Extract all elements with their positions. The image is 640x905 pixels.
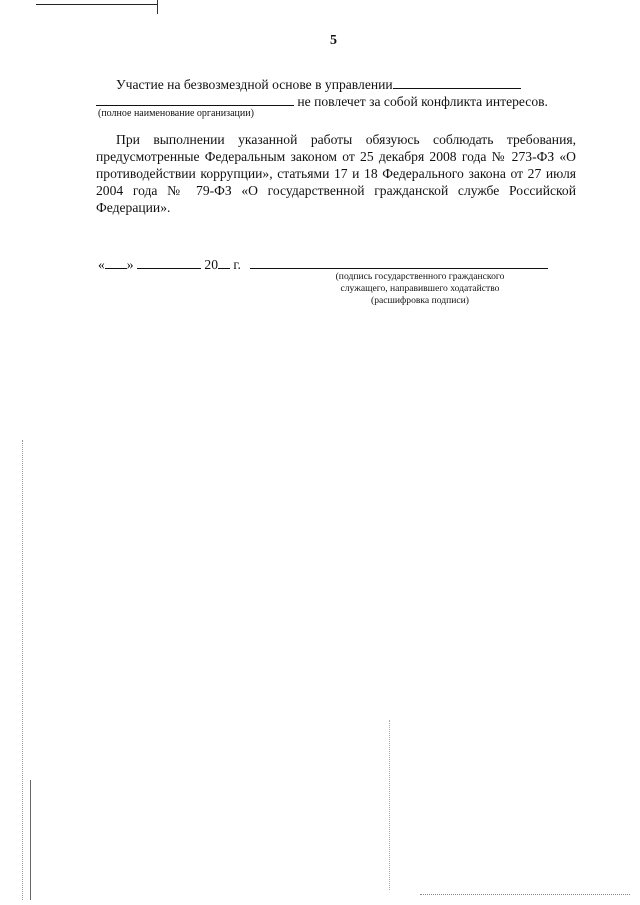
year-prefix: 20 [204,257,218,272]
signature-caption-line-1: (подпись государственного гражданского [335,271,505,282]
signature-caption-line-2: служащего, направившего ходатайство [340,283,500,294]
scan-artifact-left-edge-solid [30,780,31,900]
participation-line-1 [96,76,576,93]
organization-blank-1[interactable] [393,76,521,89]
year-blank[interactable] [218,256,230,269]
scan-artifact-line [36,4,158,5]
signature-caption [300,271,540,307]
close-quote: » [126,257,134,272]
conflict-text: не повлечет за собой конфликта интересов. [297,94,548,109]
organization-caption: (полное наименование организации) [98,108,254,119]
page-number: 5 [330,33,337,48]
open-quote: « [98,257,105,272]
obligation-paragraph: При выполнении указанной работы обязуюсь соблюдать требования, предусмотренные Федеральным законом от 25 декабря 2008 года № 273-ФЗ «О противодействии коррупции», статьями 17 и 18 Федерального закона от 27 июля 2004 года № 79-ФЗ «О государственной гражданской службе Российской Федерации». [96,132,576,215]
scan-artifact-bottom [420,894,630,895]
signature-caption-line-3: (расшифровка подписи) [371,295,469,306]
day-blank[interactable] [105,256,127,269]
scan-artifact-tick [157,0,158,14]
organization-blank-2[interactable] [96,93,294,106]
scan-artifact-left-edge [22,440,23,900]
participation-text: Участие на безвозмездной основе в управлении [116,77,393,92]
month-blank[interactable] [137,256,201,269]
signature-blank[interactable] [250,256,548,269]
scan-artifact-right [389,720,390,890]
year-suffix: г. [233,257,241,272]
